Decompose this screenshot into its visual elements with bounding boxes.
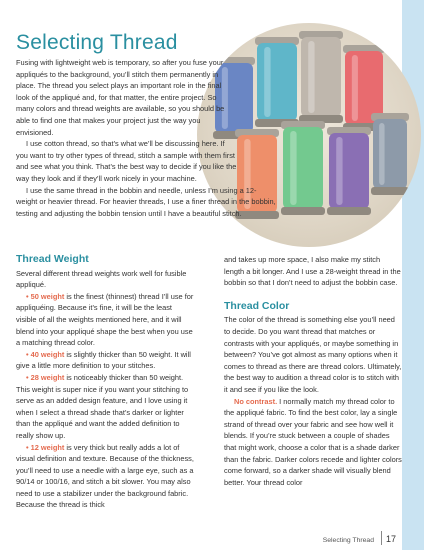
footer-section-label: Selecting Thread xyxy=(322,537,374,544)
bullet: • xyxy=(26,291,29,301)
weight-item xyxy=(16,372,194,442)
left-column xyxy=(16,254,194,511)
color-text: I normally match my thread color to the appliqué fabric. To find the best color, lay a single strand of thread over your fabric and see how well it blends. If you’re stuck between a couple of shades that might work, choose a color that is a shade darker than the fabric. Darker colors recede and lighter colors come forward, so a darker shade will visually blend better. Your thread color xyxy=(224,396,402,487)
bullet: • xyxy=(26,372,29,382)
thread-color-item xyxy=(224,396,402,489)
weight-item xyxy=(16,442,194,512)
weight-text: is noticeably thicker than 50 weight. This weight is super nice if you want your stitching to serve as an added design feature, and I love using it when I select a thread shade that’s darker or lighter than the appliqué and want the added definition to really show up. xyxy=(16,372,189,440)
color-key: No contrast. xyxy=(234,396,278,406)
weight-text: is very thick but really adds a lot of visual definition and texture. Because of the thickness, you’ll need to use a needle with a large eye, such as a 90/14 or 100/16, and stitch a bit slower. You may also need to use a stabilizer under the background fabric. Because the thread is thick xyxy=(16,442,194,510)
thread-color-heading: Thread Color xyxy=(224,299,290,312)
weight-item xyxy=(16,291,194,349)
intro-text xyxy=(16,57,400,219)
weight-item xyxy=(16,349,194,372)
page-footer xyxy=(272,534,402,550)
weight-key: 28 weight xyxy=(30,372,65,382)
thread-weight-heading: Thread Weight xyxy=(16,253,89,265)
weight-text: is slightly thicker than 50 weight. It will give a little more definition to your stitches. xyxy=(16,349,191,371)
thread-weight-intro: Several different thread weights work well for fusible appliqué. xyxy=(16,268,187,290)
thread-weight-continuation: and takes up more space, I also make my stitch length a bit longer. And I use a 28-weight thread in the bobbin so that I don’t need to adjust the bobbin case. xyxy=(224,255,401,288)
intro-paragraph: I use the same thread in the bobbin and needle, unless I’m using a 12-weight or heavier thread. For heavier threads, I use a finer thread in the bobbin, testing and adjusting the bobbin tension until I have a beautiful stitch. xyxy=(16,185,276,218)
right-column xyxy=(224,254,402,488)
thread-color-intro: The color of the thread is something else you’ll need to decide. Do you want thread that matches or contrasts with your appliqués, or maybe something in between? You’ve got almost as many options when it comes to thread as there are thread colors. Ultimately, the best way to audition a thread color is to stitch with it and see if you like the look. xyxy=(224,315,402,394)
weight-key: 12 weight xyxy=(30,442,65,452)
weight-key: 50 weight xyxy=(30,291,65,301)
bullet: • xyxy=(26,442,29,452)
page-title: Selecting Thread xyxy=(16,31,178,54)
intro-paragraph: I use cotton thread, so that’s what we’ll be discussing here. If you want to try other types of thread, stitch a sample with them first and see what you think. That’s the best way to decide if you like the way they look and if they’ll work nicely in your machine. xyxy=(16,139,237,183)
weight-key: 40 weight xyxy=(30,349,65,359)
footer-divider xyxy=(381,531,382,545)
weight-text: is the finest (thinnest) thread I’ll use for appliquéing. Because it’s fine, it will be the least visible of all the weights mentioned here, and it will blend into your appliqué shape the best when you use a matching thread color. xyxy=(16,291,194,348)
page-number: 17 xyxy=(385,534,396,544)
bullet: • xyxy=(26,349,29,359)
intro-paragraph: Fusing with lightweight web is temporary, so after you fuse your appliqués to the background, you’ll stitch them permanently in place. The thread you select plays an important role in the final look of the appliqué and, for that matter, the entire project. So many colors and thread weights are available, so you should be able to find one that makes your project just the way you envisioned. xyxy=(16,58,225,137)
